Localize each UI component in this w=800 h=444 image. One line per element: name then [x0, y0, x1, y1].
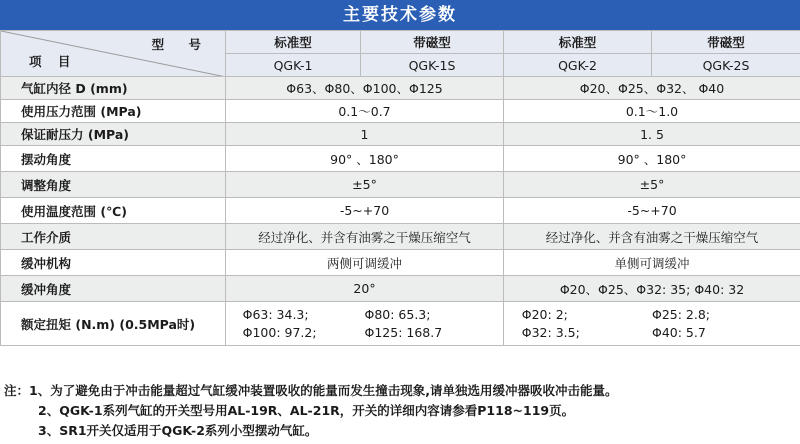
spec-table	[0, 30, 800, 346]
cell-qgk2: Φ20、Φ25、Φ32: 35; Φ40: 32	[504, 276, 800, 302]
model-header: QGK-1	[226, 54, 361, 77]
model-header: QGK-2S	[652, 54, 800, 77]
cell-qgk2: 90° 、180°	[504, 146, 800, 172]
row-label: 调整角度	[1, 172, 226, 198]
cell-qgk1: ±5°	[226, 172, 504, 198]
torque-value: Φ63: 34.3;	[242, 306, 309, 322]
cell-qgk1: 经过净化、并含有油雾之干燥压缩空气	[226, 224, 504, 250]
table-row	[1, 100, 800, 123]
note-line: 3、SR1开关仅适用于QGK-2系列小型摆动气缸。	[38, 423, 318, 438]
cell-qgk2: -5~+70	[504, 198, 800, 224]
table-row	[1, 198, 800, 224]
table-title: 主要技术参数	[0, 0, 800, 30]
row-label: 工作介质	[1, 224, 226, 250]
row-label: 保证耐压力 (MPa)	[1, 123, 226, 146]
table-row	[1, 77, 800, 100]
table-row-torque	[1, 302, 800, 346]
note-line: 注：1、为了避免由于冲击能量超过气缸缓冲装置吸收的能量而发生撞击现象,请单独选用缓冲器吸收冲击能量。	[4, 383, 618, 398]
cell-qgk2: Φ20、Φ25、Φ32、 Φ40	[504, 77, 800, 100]
torque-value: Φ40: 5.7	[652, 324, 706, 340]
corner-header	[1, 31, 226, 77]
cell-qgk2: 1. 5	[504, 123, 800, 146]
table-row	[1, 276, 800, 302]
type-header: 带磁型	[652, 31, 800, 54]
cell-qgk1: 0.1～0.7	[226, 100, 504, 123]
torque-value: Φ80: 65.3;	[364, 306, 431, 322]
cell-qgk1: -5~+70	[226, 198, 504, 224]
torque-value: Φ25: 2.8;	[652, 306, 711, 322]
header-row-types	[1, 31, 800, 54]
note-line: 2、QGK-1系列气缸的开关型号用AL-19R、AL-21R，开关的详细内容请参看P118~119页。	[38, 403, 575, 418]
table-row	[1, 172, 800, 198]
row-label: 使用压力范围 (MPa)	[1, 100, 226, 123]
item-header-label: 项 目	[29, 54, 77, 69]
torque-value: Φ20: 2;	[521, 306, 568, 322]
row-label: 额定扭矩 (N.m) (0.5MPa时)	[1, 302, 226, 346]
table-row	[1, 250, 800, 276]
model-header-label: 型 号	[151, 37, 211, 52]
row-label: 使用温度范围 (℃)	[1, 198, 226, 224]
table-row	[1, 224, 800, 250]
notes	[4, 381, 796, 441]
type-header: 标准型	[226, 31, 361, 54]
cell-qgk2-torque	[504, 302, 800, 346]
type-header: 标准型	[504, 31, 652, 54]
cell-qgk1: 90° 、180°	[226, 146, 504, 172]
cell-qgk1: 20°	[226, 276, 504, 302]
torque-value: Φ125: 168.7	[364, 324, 443, 340]
cell-qgk2: ±5°	[504, 172, 800, 198]
row-label: 缓冲机构	[1, 250, 226, 276]
model-header: QGK-1S	[361, 54, 504, 77]
cell-qgk1: 两侧可调缓冲	[226, 250, 504, 276]
row-label: 气缸内径 D (mm)	[1, 77, 226, 100]
type-header: 带磁型	[361, 31, 504, 54]
cell-qgk2: 经过净化、并含有油雾之干燥压缩空气	[504, 224, 800, 250]
cell-qgk1: 1	[226, 123, 504, 146]
cell-qgk2: 0.1～1.0	[504, 100, 800, 123]
cell-qgk2: 单侧可调缓冲	[504, 250, 800, 276]
cell-qgk1: Φ63、Φ80、Φ100、Φ125	[226, 77, 504, 100]
model-header: QGK-2	[504, 54, 652, 77]
table-row	[1, 123, 800, 146]
torque-value: Φ32: 3.5;	[521, 324, 580, 340]
torque-value: Φ100: 97.2;	[242, 324, 317, 340]
table-row	[1, 146, 800, 172]
row-label: 摆动角度	[1, 146, 226, 172]
cell-qgk1-torque	[226, 302, 504, 346]
row-label: 缓冲角度	[1, 276, 226, 302]
